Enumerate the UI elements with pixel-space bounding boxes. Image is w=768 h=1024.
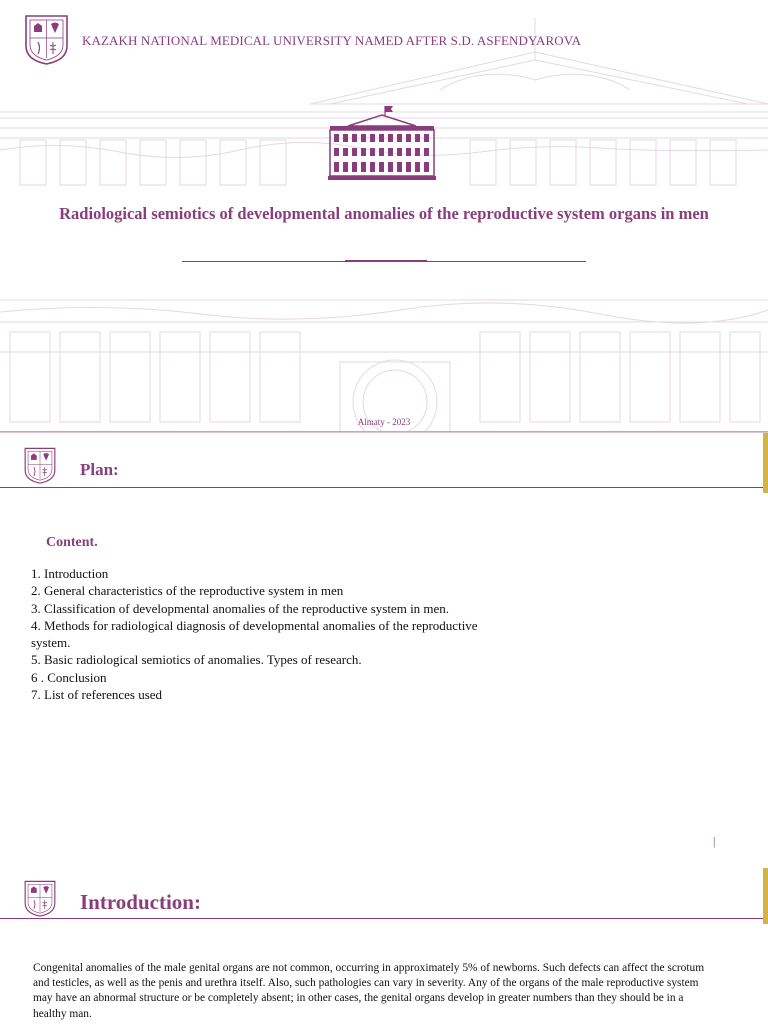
- university-crest-icon: [23, 12, 70, 66]
- building-sketch-lower-background: [0, 292, 768, 432]
- university-building-icon: [328, 106, 436, 180]
- header-rule: [0, 918, 768, 919]
- page-marker: |: [713, 834, 716, 848]
- accent-bar: [763, 868, 768, 924]
- list-item: 1. Introduction: [31, 566, 109, 581]
- introduction-heading: Introduction:: [80, 890, 201, 914]
- plan-heading: Plan:: [80, 460, 119, 479]
- list-item: 5. Basic radiological semiotics of anomalies. Types of research.: [31, 652, 362, 668]
- content-subheading: Content.: [46, 535, 98, 550]
- city-year: Almaty - 2023: [357, 417, 411, 427]
- university-crest-icon: [23, 445, 57, 485]
- accent-bar: [763, 433, 768, 493]
- university-name: KAZAKH NATIONAL MEDICAL UNIVERSITY NAMED AFTER S.D. ASFENDYAROVA: [82, 33, 582, 48]
- introduction-slide: [0, 868, 768, 1024]
- list-item: 7. List of references used: [31, 687, 163, 703]
- list-item: 4. Methods for radiological diagnosis of developmental anomalies of the reproductive system.: [31, 617, 478, 651]
- title-divider-accent: [345, 260, 427, 262]
- list-item: 6 . Conclusion: [31, 669, 107, 685]
- list-item: 2. General characteristics of the reproductive system in men: [31, 583, 344, 599]
- introduction-paragraph: Congenital anomalies of the male genital organs are not common, occurring in approximately 5% of newborns. Such defects can affect the scrotum and testicles, as well as the penis and urethra itself. Also, such pathologies can vary in severity. Any of the organs of the male reproductive system may have an abnormal structure or be completely absent; in other cases, the genital organs develop in greater numbers than they should be in a healthy man.: [33, 962, 705, 1020]
- header-rule: [0, 487, 768, 488]
- presentation-title: Radiological semiotics of developmental anomalies of the reproductive system organs in men: [59, 204, 709, 223]
- university-crest-icon: [23, 878, 57, 918]
- title-slide: [0, 0, 768, 432]
- plan-slide: [0, 432, 768, 868]
- list-item: 3. Classification of developmental anomalies of the reproductive system in men.: [31, 600, 450, 616]
- plan-list: [31, 565, 511, 703]
